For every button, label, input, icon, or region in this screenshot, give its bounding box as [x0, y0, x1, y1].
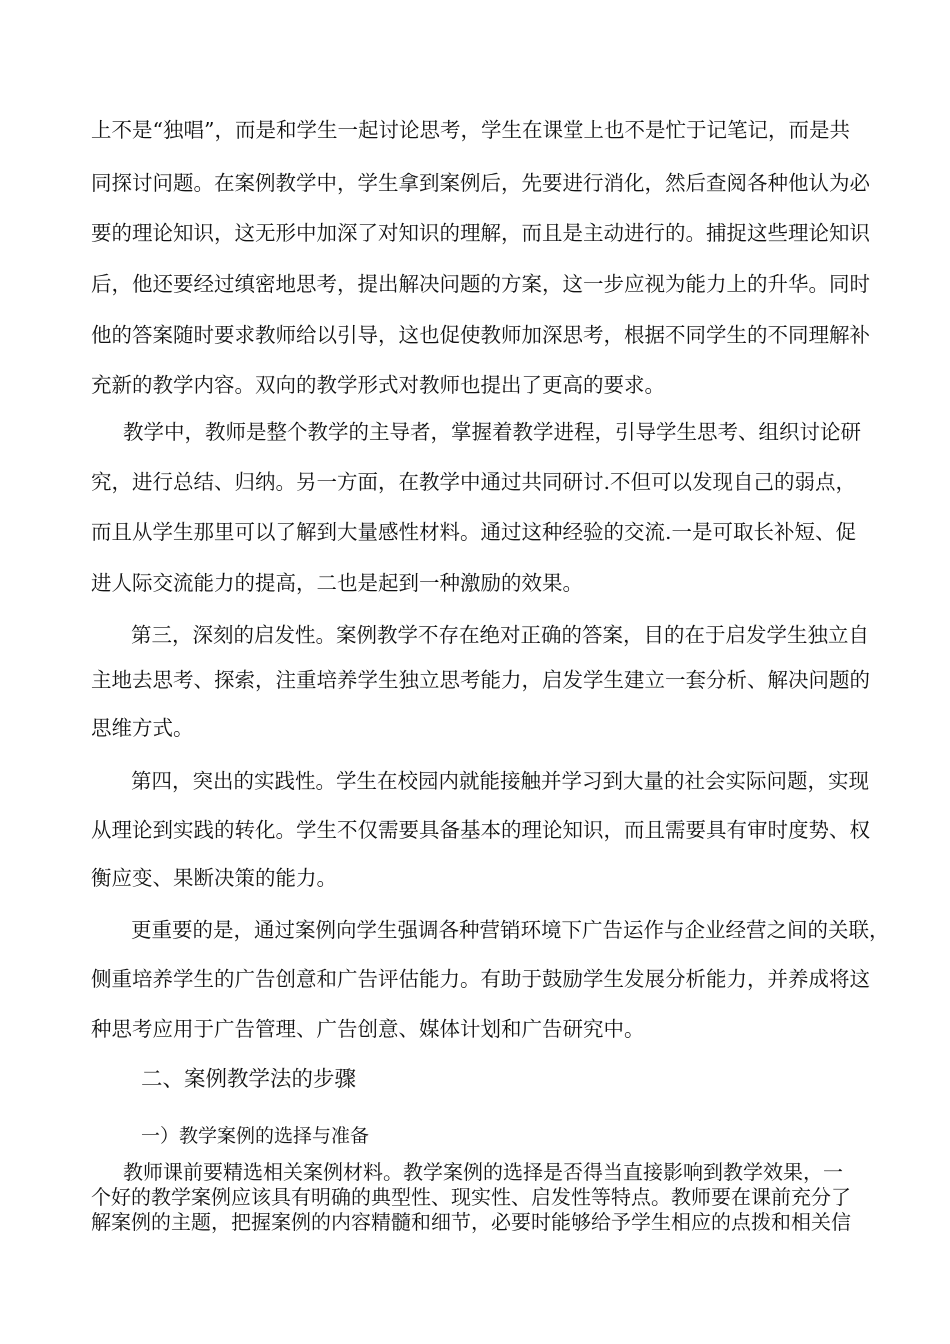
paragraph-line: 进人际交流能力的提高，二也是起到一种激励的效果。	[91, 571, 583, 595]
paragraph-line: 而且从学生那里可以了解到大量感性材料。通过这种经验的交流.一是可取长补短、促	[91, 520, 857, 544]
paragraph-line: 思维方式。	[91, 716, 194, 740]
paragraph-line: 充新的教学内容。双向的教学形式对教师也提出了更高的要求。	[91, 373, 665, 397]
paragraph-line: 要的理论知识，这无形中加深了对知识的理解，而且是主动进行的。捕捉这些理论知识	[91, 221, 870, 245]
subsection-heading: 一）教学案例的选择与准备	[141, 1125, 370, 1147]
paragraph-line: 后，他还要经过缜密地思考，提出解决问题的方案，这一步应视为能力上的升华。同时	[91, 272, 870, 296]
paragraph-line: 同探讨问题。在案例教学中，学生拿到案例后，先要进行消化，然后查阅各种他认为必	[91, 171, 870, 195]
paragraph-line: 第四，突出的实践性。学生在校园内就能接触并学习到大量的社会实际问题，实现	[131, 769, 869, 793]
paragraph-line: 种思考应用于广告管理、广告创意、媒体计划和广告研究中。	[91, 1017, 645, 1041]
paragraph-line: 他的答案随时要求教师给以引导，这也促使教师加深思考，根据不同学生的不同理解补	[91, 323, 870, 347]
paragraph-line: 更重要的是，通过案例向学生强调各种营销环境下广告运作与企业经营之间的关联，	[131, 918, 890, 942]
paragraph-line: 解案例的主题，把握案例的内容精髓和细节，必要时能够给予学生相应的点拨和相关信	[91, 1210, 851, 1234]
paragraph-line: 衡应变、果断决策的能力。	[91, 866, 337, 890]
paragraph-line: 主地去思考、探索，注重培养学生独立思考能力，启发学生建立一套分析、解决问题的	[91, 668, 870, 692]
paragraph-line: 教师课前要精选相关案例材料。教学案例的选择是否得当直接影响到教学效果，一	[123, 1160, 843, 1184]
paragraph-line: 从理论到实践的转化。学生不仅需要具备基本的理论知识，而且需要具有审时度势、权	[91, 818, 870, 842]
paragraph-line: 个好的教学案例应该具有明确的典型性、现实性、启发性等特点。教师要在课前充分了	[91, 1185, 851, 1209]
paragraph-line: 上不是“独唱”，而是和学生一起讨论思考，学生在课堂上也不是忙于记笔记，而是共	[91, 118, 850, 142]
paragraph-line: 侧重培养学生的广告创意和广告评估能力。有助于鼓励学生发展分析能力，并养成将这	[91, 967, 870, 991]
paragraph-line: 第三，深刻的启发性。案例教学不存在绝对正确的答案，目的在于启发学生独立自	[131, 623, 869, 647]
section-heading: 二、案例教学法的步骤	[141, 1067, 357, 1092]
paragraph-line: 究，进行总结、归纳。另一方面，在教学中通过共同研讨.不但可以发现自己的弱点，	[91, 470, 857, 494]
paragraph-line: 教学中，教师是整个教学的主导者，掌握着教学进程，引导学生思考、组织讨论研	[123, 420, 861, 444]
